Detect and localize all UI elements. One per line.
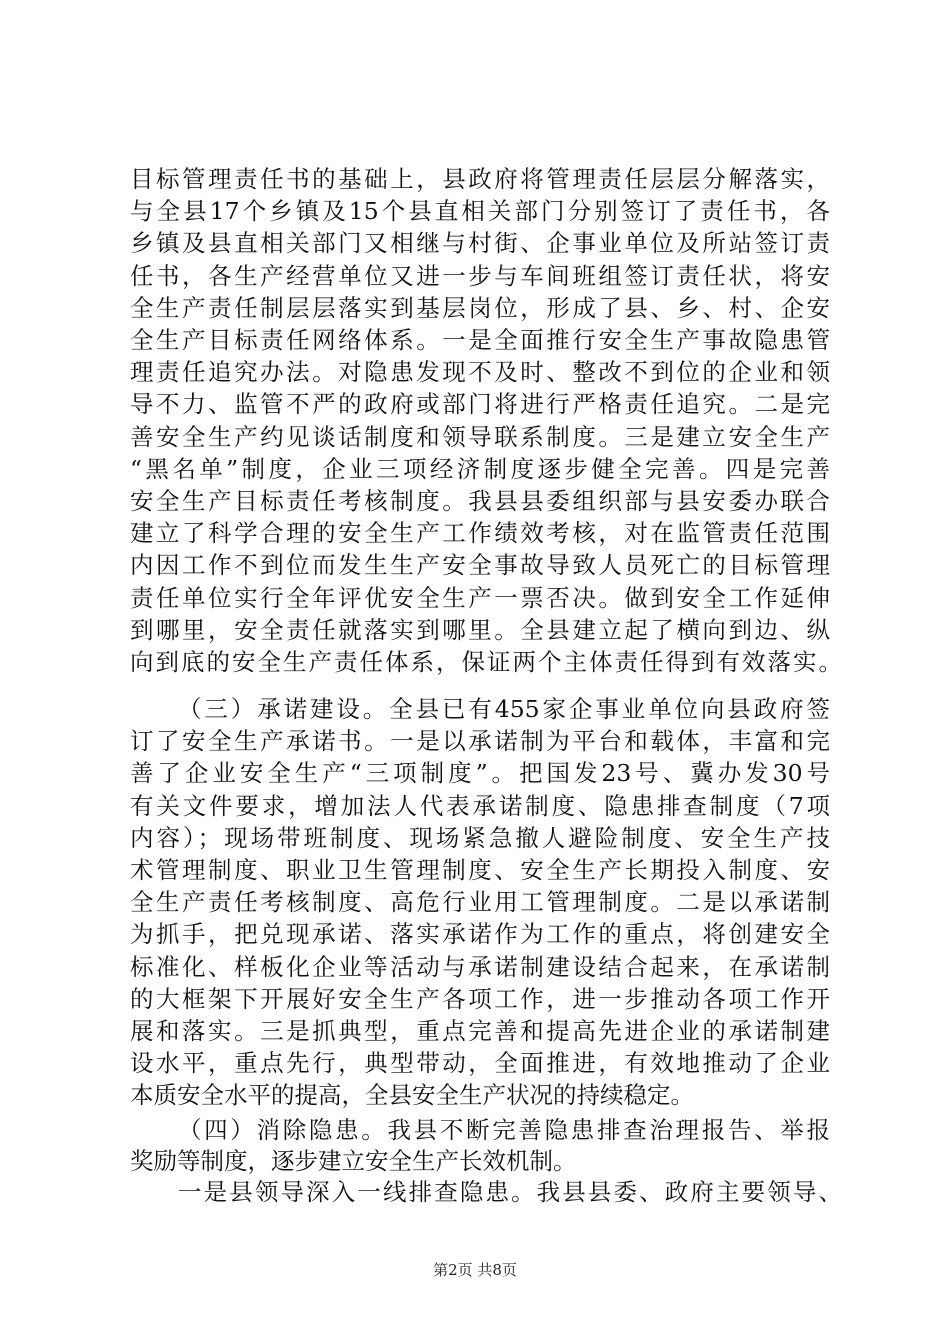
- paragraph-1-line-13: 内因工作不到位而发生生产安全事故导致人员死亡的目标管理: [130, 551, 830, 580]
- paragraph-2-line-7: 全生产责任考核制度、高危行业用工管理制度。二是以承诺制: [130, 888, 830, 917]
- paragraph-1-line-12: 建立了科学合理的安全生产工作绩效考核，对在监管责任范围: [130, 519, 830, 548]
- paragraph-1-line-1: 目标管理责任书的基础上，县政府将管理责任层层分解落实，: [130, 165, 830, 193]
- paragraph-2-line-6: 术管理制度、职业卫生管理制度、安全生产长期投入制度、安: [130, 856, 830, 884]
- paragraph-1-line-11: 安全生产目标责任考核制度。我县县委组织部与县安委办联合: [130, 487, 830, 515]
- paragraph-1-line-8: 导不力、监管不严的政府或部门将进行严格责任追究。二是完: [130, 390, 830, 419]
- paragraph-2-line-1: （三）承诺建设。全县已有455家企事业单位向县政府签: [178, 695, 830, 723]
- paragraph-1-line-16: 向到底的安全生产责任体系，保证两个主体责任得到有效落实。: [130, 648, 842, 676]
- paragraph-1-line-14: 责任单位实行全年评优安全生产一票否决。做到安全工作延伸: [130, 583, 830, 612]
- paragraph-1-line-5: 全生产责任制层层落实到基层岗位，形成了县、乡、村、企安: [130, 293, 830, 322]
- paragraph-1-line-15: 到哪里，安全责任就落实到哪里。全县建立起了横向到边、纵: [130, 615, 830, 644]
- paragraph-2-line-11: 展和落实。三是抓典型，重点完善和提高先进企业的承诺制建: [130, 1017, 830, 1045]
- paragraph-4-line-1: 一是县领导深入一线排查隐患。我县县委、政府主要领导、: [178, 1178, 842, 1206]
- page-footer: 第2页 共8页: [433, 1261, 517, 1279]
- paragraph-1-line-9: 善安全生产约见谈话制度和领导联系制度。三是建立安全生产: [130, 422, 830, 451]
- paragraph-2-line-5: 内容）；现场带班制度、现场紧急撤人避险制度、安全生产技: [130, 823, 830, 852]
- paragraph-2-line-10: 的大框架下开展好安全生产各项工作，进一步推动各项工作开: [130, 984, 830, 1013]
- paragraph-1-line-4: 任书，各生产经营单位又进一步与车间班组签订责任状，将安: [130, 261, 830, 290]
- paragraph-1-line-10: “黑名单”制度，企业三项经济制度逐步健全完善。四是完善: [130, 454, 830, 483]
- paragraph-2-line-13: 本质安全水平的提高，全县安全生产状况的持续稳定。: [130, 1081, 694, 1110]
- paragraph-3-line-2: 奖励等制度，逐步建立安全生产长效机制。: [130, 1147, 577, 1175]
- paragraph-1-line-6: 全生产目标责任网络体系。一是全面推行安全生产事故隐患管: [130, 326, 830, 354]
- paragraph-2-line-9: 标准化、样板化企业等活动与承诺制建设结合起来，在承诺制: [130, 952, 830, 981]
- paragraph-2-line-12: 设水平，重点先行，典型带动，全面推进，有效地推动了企业: [130, 1049, 830, 1078]
- paragraph-2-line-4: 有关文件要求，增加法人代表承诺制度、隐患排查制度（7项: [130, 791, 830, 820]
- paragraph-2-line-3: 善了企业安全生产“三项制度”。把国发23号、冀办发30号: [130, 759, 830, 788]
- paragraph-1-line-7: 理责任追究办法。对隐患发现不及时、整改不到位的企业和领: [130, 358, 830, 387]
- paragraph-3-line-1: （四）消除隐患。我县不断完善隐患排查治理报告、举报: [178, 1116, 830, 1144]
- paragraph-1-line-2: 与全县17个乡镇及15个县直相关部门分别签订了责任书，各: [130, 197, 830, 226]
- paragraph-1-line-3: 乡镇及县直相关部门又相继与村街、企事业单位及所站签订责: [130, 229, 830, 258]
- paragraph-2-line-2: 订了安全生产承诺书。一是以承诺制为平台和载体，丰富和完: [130, 727, 830, 756]
- paragraph-2-line-8: 为抓手，把兑现承诺、落实承诺作为工作的重点，将创建安全: [130, 920, 830, 949]
